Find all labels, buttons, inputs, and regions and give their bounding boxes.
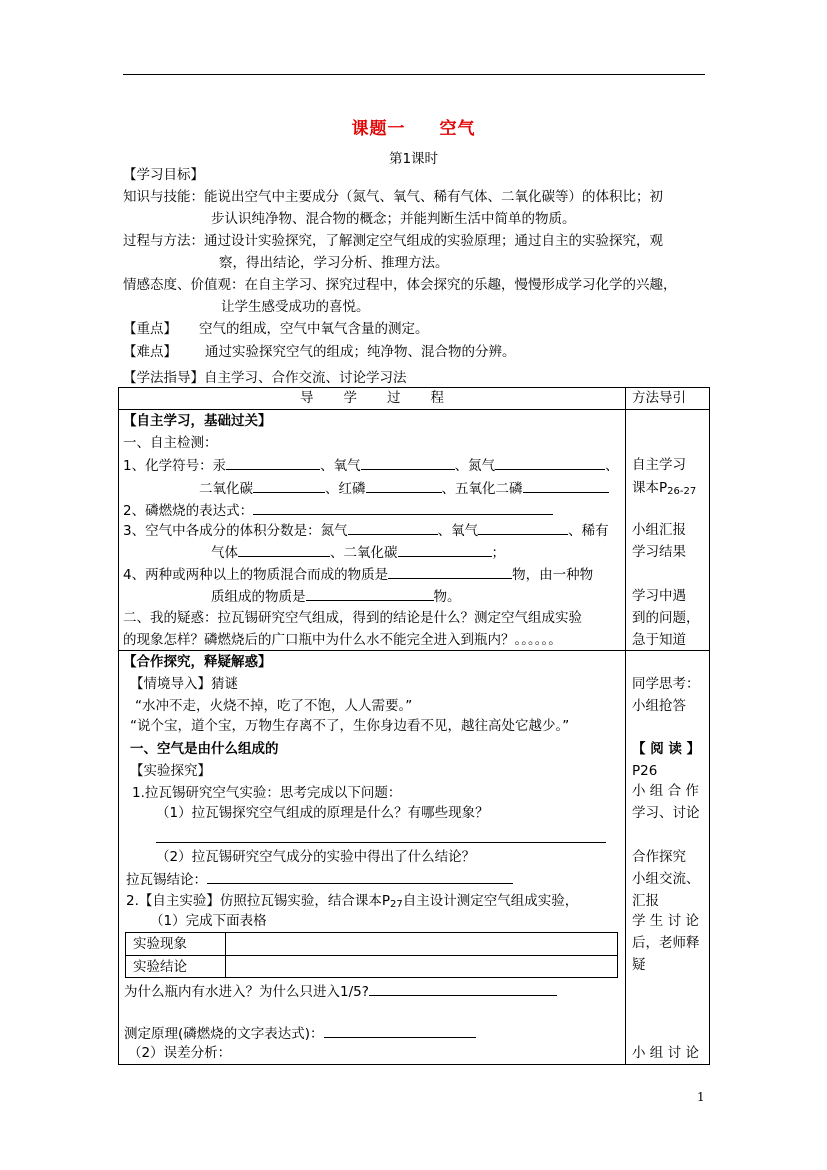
process-line-1: 过程与方法：通过设计实验探究，了解测定空气组成的实验原理；通过自主的实验探究，观	[123, 233, 663, 249]
principle-line: 测定原理(磷燃烧的文字表达式)：	[124, 1024, 476, 1043]
difficult-label: 【难点】	[123, 344, 177, 360]
answer-line-1a	[156, 842, 606, 843]
table-column-divider	[625, 387, 626, 1065]
table-section-rule	[118, 650, 710, 651]
header-rule	[123, 74, 705, 75]
process-line-2: 察，得出结论，学习分析、推理方法。	[219, 255, 449, 271]
study-method: 【学法指导】自主学习、合作交流、讨论学习法	[123, 370, 407, 386]
symbols-line-2: 二氧化碳 、红磷 、五氧化二磷	[199, 479, 609, 498]
question-2a: （1）完成下面表格	[150, 913, 267, 929]
title-left: 课题一	[351, 119, 406, 139]
side-note-self-study: 自主学习	[632, 457, 686, 473]
sec2-heading: 【合作探究，释疑解惑】	[123, 654, 272, 670]
row-conclusion: 实验结论	[133, 959, 187, 975]
doubt-line-2: 的现象怎样？磷燃烧后的广口瓶中为什么水不能完全进入到瓶内？。。。。。。	[123, 632, 562, 648]
question-1b: （2）拉瓦锡研究空气成分的实验中得出了什么结论？	[156, 849, 476, 865]
table-header-rule	[118, 409, 710, 410]
question-1a: （1）拉瓦锡探究空气组成的原理是什么？有哪些现象？	[156, 805, 489, 821]
mixture-line-2: 质组成的物质是 物。	[211, 589, 461, 605]
mixture-line: 4、两种或两种以上的物质混合而成的物质是 物，由一种物	[123, 567, 594, 583]
volume-line-2: 气体 、二氧化碳 ；	[211, 545, 505, 561]
scenario-intro: 【情境导入】猜谜	[130, 676, 238, 692]
lavoisier-conclusion: 拉瓦锡结论：	[126, 870, 513, 889]
question-1: 1.拉瓦锡研究空气实验：思考完成以下问题：	[132, 785, 402, 801]
header-process: 导 学 过 程	[300, 390, 444, 406]
key-text: 空气的组成，空气中氧气含量的测定。	[199, 321, 429, 337]
side-note-resolve: 疑	[632, 957, 646, 973]
why-water-question: 为什么瓶内有水进入？为什么只进入1/5?	[124, 982, 557, 1001]
side-note-problems-1: 学习中遇	[632, 588, 686, 604]
emotion-line-1: 情感态度、价值观：在自主学习、探究过程中，体会探究的乐趣，慢慢形成学习化学的兴趣，	[123, 277, 677, 293]
knowledge-line-1: 知识与技能：能说出空气中主要成分（氮气、氧气、稀有气体、二氧化碳等）的体积比；初	[123, 189, 663, 205]
objectives-heading: 【学习目标】	[123, 167, 204, 183]
side-note-discuss: 学习、讨论	[632, 805, 700, 821]
side-note-student-discuss: 学 生 讨 论	[632, 913, 699, 929]
experiment-label: 【实验探究】	[130, 763, 211, 779]
question-2: 2.【自主实验】仿照拉瓦锡实验，结合课本P27自主设计测定空气组成实验，	[126, 893, 579, 910]
sec1-item-a: 一、自主检测：	[123, 435, 218, 451]
part-title: 一、空气是由什么组成的	[130, 741, 279, 757]
side-note-answer: 小组抢答	[632, 698, 686, 714]
sec1-heading: 【自主学习，基础过关】	[123, 413, 272, 429]
doubt-line-1: 二、我的疑惑：拉瓦锡研究空气组成，得到的结论是什么？测定空气组成实验	[123, 610, 582, 626]
symbols-line: 1、化学符号：汞 、氧气 、氮气 、	[123, 458, 619, 474]
row-phenomenon: 实验现象	[133, 936, 187, 952]
side-note-problems-3: 急于知道	[632, 632, 686, 648]
page-title	[0, 114, 827, 139]
knowledge-line-2: 步认识纯净物、混合物的概念；并能判断生活中简单的物质。	[211, 211, 576, 227]
riddle-2: “说个宝，道个宝，万物生存离不了，生你身边看不见，越往高处它越少。”	[130, 718, 570, 734]
difficult-point	[123, 343, 516, 361]
key-point	[123, 320, 429, 338]
volume-line: 3、空气中各成分的体积分数是：氮气 、氧气 、稀有	[123, 523, 609, 539]
side-note-group-discuss: 小 组 讨 论	[632, 1045, 699, 1061]
header-method: 方法导引	[632, 390, 686, 406]
side-note-exchange: 小组交流、	[632, 871, 700, 887]
side-note-results: 学习结果	[632, 544, 686, 560]
side-note-problems-2: 到的问题，	[632, 610, 700, 626]
lesson-subtitle: 第1课时	[388, 151, 439, 167]
side-note-page: P26	[632, 763, 658, 779]
page-number: 1	[697, 1090, 705, 1104]
side-note-group-coop: 小 组 合 作	[632, 783, 699, 799]
title-right: 空气	[439, 119, 476, 139]
experiment-table-row-rule	[125, 955, 618, 956]
side-note-textbook: 课本P26-27	[632, 480, 697, 497]
side-note-think: 同学思考：	[632, 676, 700, 692]
error-analysis: （2）误差分析：	[128, 1045, 232, 1061]
side-note-report: 汇报	[632, 893, 659, 909]
difficult-text: 通过实验探究空气的组成；纯净物、混合物的分辨。	[205, 344, 516, 360]
riddle-1: “水冲不走，火烧不掉，吃了不饱，人人需要。”	[135, 698, 413, 714]
side-note-teacher: 后，老师释	[632, 935, 700, 951]
side-note-read: 【 阅 读 】	[632, 741, 701, 757]
key-label: 【重点】	[123, 321, 177, 337]
side-note-group-report: 小组汇报	[632, 522, 686, 538]
phosphorus-expression: 2、磷燃烧的表达式：	[123, 501, 553, 520]
emotion-line-2: 让学生感受成功的喜悦。	[221, 299, 370, 315]
side-note-coop-explore: 合作探究	[632, 849, 686, 865]
